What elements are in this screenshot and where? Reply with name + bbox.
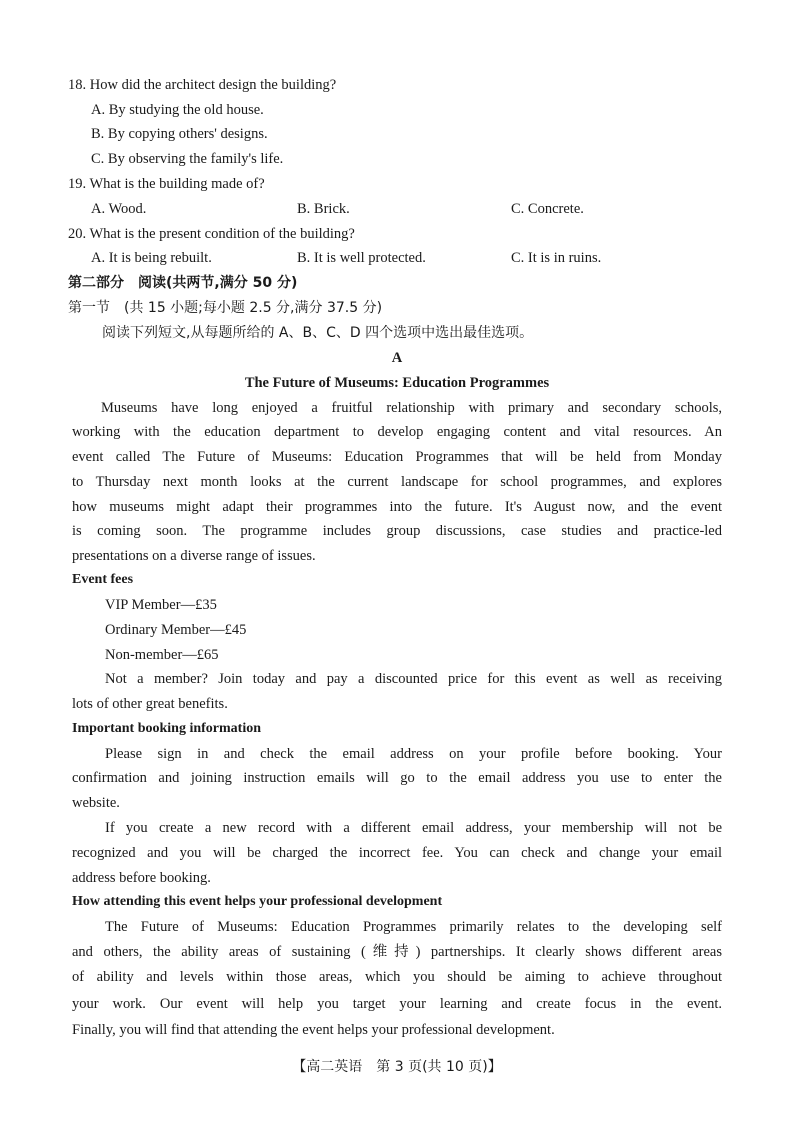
passage-title: The Future of Museums: Education Programmes bbox=[244, 375, 550, 391]
fee-non-member: Non-member—£65 bbox=[105, 647, 219, 663]
booking-p2-line-2: recognized and you will be charged the incorrect fee. You can check and change your email bbox=[72, 845, 722, 861]
page-footer: 【高二英语 第 3 页(共 10 页)】 bbox=[292, 1059, 502, 1075]
intro-line-6: is coming soon. The programme includes group discussions, case studies and practice-led bbox=[72, 523, 722, 539]
question-19-option-b: B. Brick. bbox=[297, 201, 350, 217]
intro-line-5: how museums might adapt their programmes into the future. It's August now, and the event bbox=[72, 499, 722, 515]
fees-heading: Event fees bbox=[72, 572, 134, 587]
booking-heading: Important booking information bbox=[72, 721, 262, 736]
booking-p1-line-2: confirmation and joining instruction emails will go to the email address you use to enter the bbox=[72, 770, 722, 786]
development-line-3: of ability and levels within those areas, which you should be aiming to achieve throughout bbox=[72, 969, 722, 985]
join-line-1: Not a member? Join today and pay a discounted price for this event as well as receiving bbox=[105, 671, 722, 687]
development-line-1: The Future of Museums: Education Programmes primarily relates to the developing self bbox=[105, 919, 722, 935]
instruction-text: 阅读下列短文,从每题所给的 A、B、C、D 四个选项中选出最佳选项。 bbox=[102, 325, 534, 341]
subsection-heading: 第一节 (共 15 小题;每小题 2.5 分,满分 37.5 分) bbox=[68, 300, 383, 316]
question-20-option-c: C. It is in ruins. bbox=[511, 250, 602, 266]
question-18-option-a: A. By studying the old house. bbox=[91, 102, 264, 118]
question-20-stem: 20. What is the present condition of the building? bbox=[68, 226, 355, 242]
passage-letter: A bbox=[391, 350, 403, 366]
question-19-stem: 19. What is the building made of? bbox=[68, 176, 265, 192]
intro-line-4: to Thursday next month looks at the current landscape for school programmes, and explores bbox=[72, 474, 722, 490]
fee-ordinary: Ordinary Member—£45 bbox=[105, 622, 247, 638]
intro-line-1: Museums have long enjoyed a fruitful relationship with primary and secondary schools, bbox=[101, 400, 722, 416]
intro-line-3: event called The Future of Museums: Education Programmes that will be held from Monday bbox=[72, 449, 722, 465]
question-18-option-c: C. By observing the family's life. bbox=[91, 151, 284, 167]
booking-p2-line-3: address before booking. bbox=[72, 870, 211, 886]
question-18-stem: 18. How did the architect design the building? bbox=[68, 77, 337, 93]
booking-p2-line-1: If you create a new record with a different email address, your membership will not be bbox=[105, 820, 722, 836]
question-19-option-a: A. Wood. bbox=[91, 201, 147, 217]
booking-p1-line-1: Please sign in and check the email address on your profile before booking. Your bbox=[105, 746, 722, 762]
development-line-5: Finally, you will find that attending the event helps your professional development. bbox=[72, 1022, 555, 1038]
intro-line-2: working with the education department to develop engaging content and vital resources. An bbox=[72, 424, 722, 440]
question-20-option-a: A. It is being rebuilt. bbox=[91, 250, 212, 266]
development-line-2: and others, the ability areas of sustaining (维持) partnerships. It clearly shows different areas bbox=[72, 944, 722, 960]
fee-vip: VIP Member—£35 bbox=[105, 597, 217, 613]
question-19-option-c: C. Concrete. bbox=[511, 201, 584, 217]
question-20-option-b: B. It is well protected. bbox=[297, 250, 426, 266]
booking-p1-line-3: website. bbox=[72, 795, 120, 811]
development-line-4: your work. Our event will help you target your learning and create focus in the event. bbox=[72, 996, 722, 1012]
join-line-2: lots of other great benefits. bbox=[72, 696, 228, 712]
intro-line-7: presentations on a diverse range of issues. bbox=[72, 548, 316, 564]
development-heading: How attending this event helps your professional development bbox=[72, 894, 443, 909]
part-heading: 第二部分 阅读(共两节,满分 50 分) bbox=[68, 275, 298, 291]
question-18-option-b: B. By copying others' designs. bbox=[91, 126, 268, 142]
